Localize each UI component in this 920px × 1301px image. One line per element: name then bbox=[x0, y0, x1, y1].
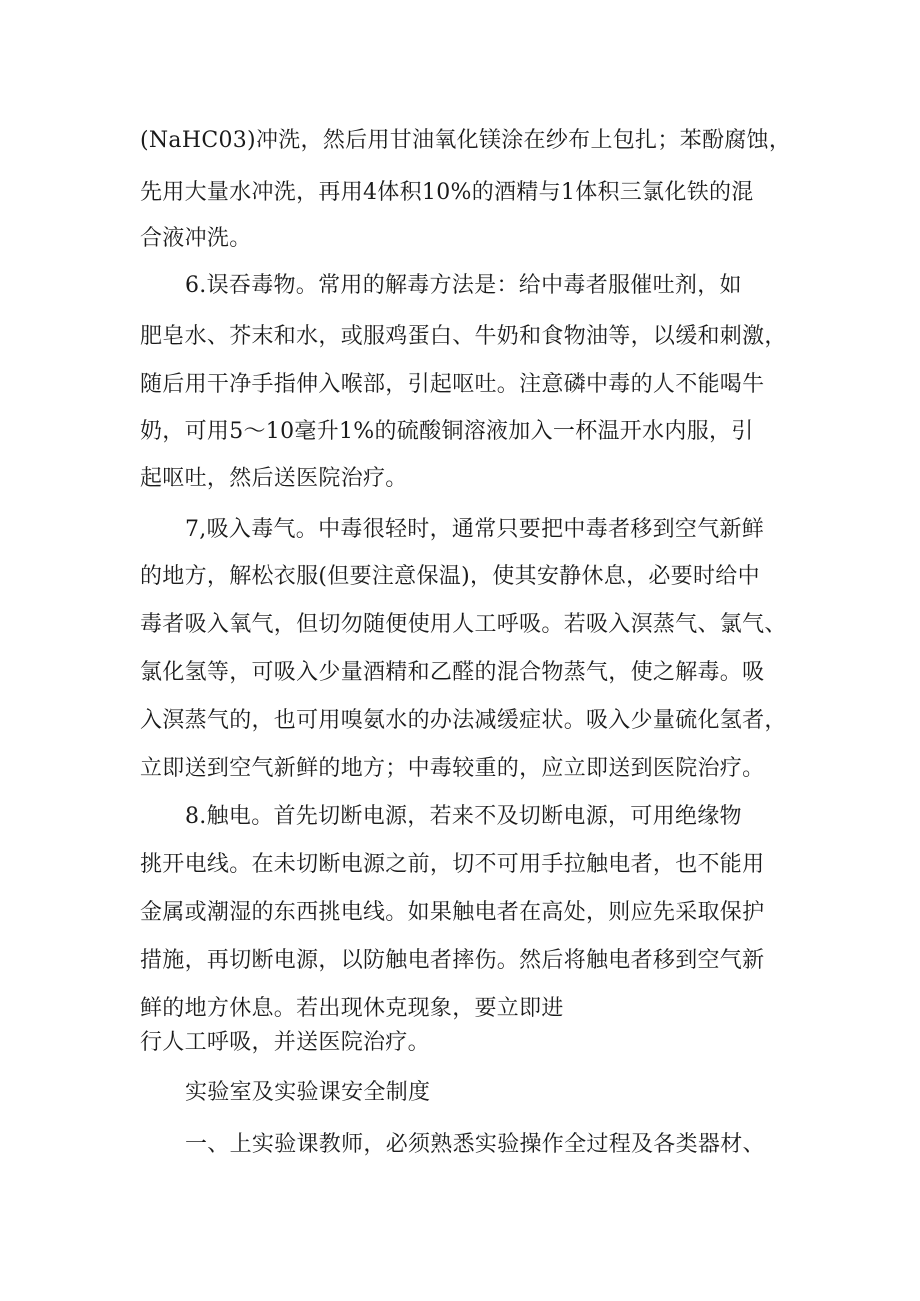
paragraph-line: 行人工呼吸，并送医院治疗。 bbox=[140, 1030, 430, 1055]
paragraph-line: 先用大量水冲洗，再用4体积10%的酒精与1体积三氯化铁的混 bbox=[140, 180, 754, 205]
section-title: 实验室及实验课安全制度 bbox=[185, 1080, 431, 1105]
paragraph-line: 的地方，解松衣服(但要注意保温)，使其安静休息，必要时给中 bbox=[140, 564, 760, 589]
paragraph-line: 随后用干净手指伸入喉部，引起呕吐。注意磷中毒的人不能喝牛 bbox=[140, 372, 765, 397]
paragraph-line: 金属或潮湿的东西挑电线。如果触电者在高处，则应先采取保护 bbox=[140, 900, 765, 925]
paragraph-line: 合液冲洗。 bbox=[140, 226, 252, 251]
paragraph-line: 入溟蒸气的，也可用嗅氨水的办法减缓症状。吸入少量硫化氢者， bbox=[140, 708, 787, 733]
section-6-heading-line: 6.误吞毒物。常用的解毒方法是：给中毒者服催吐剂，如 bbox=[185, 273, 742, 298]
paragraph-line: 氯化氢等，可吸入少量酒精和乙醛的混合物蒸气，使之解毒。吸 bbox=[140, 660, 765, 685]
paragraph-line: 奶，可用5～10毫升1%的硫酸铜溶液加入一杯温开水内服，引 bbox=[140, 419, 754, 444]
rule-item-line: 一、上实验课教师，必须熟悉实验操作全过程及各类器材、 bbox=[185, 1132, 765, 1157]
paragraph-line: 起呕吐，然后送医院治疗。 bbox=[140, 466, 408, 491]
paragraph-line: 立即送到空气新鲜的地方；中毒较重的，应立即送到医院治疗。 bbox=[140, 756, 765, 781]
paragraph-line: (NaHC03)冲洗，然后用甘油氧化镁涂在纱布上包扎；苯酚腐蚀， bbox=[140, 128, 792, 153]
section-7-heading-line: 7,吸入毒气。中毒很轻时，通常只要把中毒者移到空气新鲜 bbox=[185, 517, 765, 542]
paragraph-line: 肥皂水、芥末和水，或服鸡蛋白、牛奶和食物油等，以缓和刺激， bbox=[140, 324, 787, 349]
section-8-heading-line: 8.触电。首先切断电源，若来不及切断电源，可用绝缘物 bbox=[185, 804, 742, 829]
paragraph-line: 措施，再切断电源，以防触电者摔伤。然后将触电者移到空气新 bbox=[140, 948, 765, 973]
paragraph-line: 挑开电线。在未切断电源之前，切不可用手拉触电者，也不能用 bbox=[140, 852, 765, 877]
paragraph-line: 鲜的地方休息。若出现休克现象，要立即进 bbox=[140, 996, 564, 1021]
paragraph-line: 毒者吸入氧气，但切勿随便使用人工呼吸。若吸入溟蒸气、氯气、 bbox=[140, 612, 787, 637]
